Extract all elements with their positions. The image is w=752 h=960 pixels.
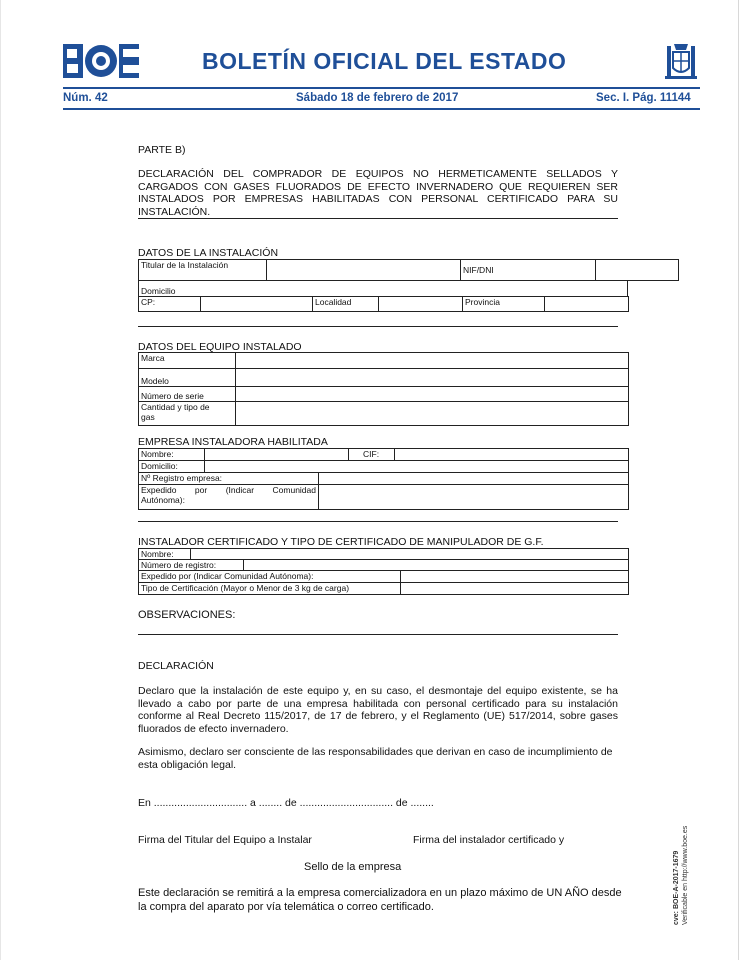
company-issued-label [139,485,319,510]
company-issued-label-line: Autónoma): [141,495,185,505]
domicilio-label: Domicilio [141,286,176,296]
nif-field[interactable] [596,260,679,281]
marca-field[interactable] [236,353,629,369]
installer-issued-field[interactable] [401,571,629,583]
company-issued-label-line: Expedido por (Indicar Comunidad [141,485,316,495]
company-table-3 [138,472,629,510]
header-rule-top [63,87,700,89]
gas-label-line: Cantidad y tipo de [141,402,210,412]
company-name-field[interactable] [205,449,349,461]
serie-label: Número de serie [139,387,236,402]
titular-field[interactable] [267,260,461,281]
company-address-field[interactable] [205,461,629,473]
header-title: BOLETÍN OFICIAL DEL ESTADO [202,48,567,74]
header-rule-bottom [63,108,700,110]
cif-field[interactable] [395,449,629,461]
section-page: Sec. I. Pág. 11144 [596,92,691,104]
coat-of-arms-icon [664,40,698,82]
cert-type-label: Tipo de Certificación (Mayor o Menor de 3 kg de carga) [139,583,401,595]
company-name-label: Nombre: [139,449,205,461]
section-rule [138,521,618,522]
page-left-edge [0,0,1,960]
company-registry-field[interactable] [319,473,629,485]
nif-label: NIF/DNI [461,260,596,281]
installation-table-address [138,280,628,297]
installation-section-title: DATOS DE LA INSTALACIÓN [138,247,279,259]
installer-table-3 [138,570,629,595]
company-issued-field[interactable] [319,485,629,510]
domicilio-row[interactable] [139,281,628,297]
provincia-label: Provincia [463,297,545,312]
serie-field[interactable] [236,387,629,402]
verification-url: Verificable en http://www.boe.es [682,825,689,925]
place-date-line: En ................................ a ........ de ................................ de ........ [138,797,434,809]
localidad-label: Localidad [313,297,379,312]
boe-logo [63,44,139,78]
declaration-paragraph-1: Declaro que la instalación de este equipo y, en su caso, el desmontaje del equipo existente, se ha llevado a cabo por parte de una empresa habilitada con personal certificado para su instalación conforme al Real Decreto 115/2017, de 17 de febrero, y el Reglamento (UE) 517/2014, sobre gases fluorados de efecto invernadero. [138,685,618,735]
observations-label: OBSERVACIONES: [138,609,236,621]
observations-rule [138,634,618,635]
modelo-label: Modelo [139,369,236,387]
footer-note: Este declaración se remitirá a la empresa comercializadora en un plazo máximo de UN AÑO desde la compra del aparato por vía telemática o correo certificado. [138,887,622,913]
installer-name-label: Nombre: [139,549,191,560]
part-label: PARTE B) [138,144,186,156]
localidad-field[interactable] [379,297,463,312]
issue-number: Núm. 42 [63,92,108,104]
owner-signature-label: Firma del Titular del Equipo a Instalar [138,834,312,846]
company-address-label: Domicilio: [139,461,205,473]
declaration-title: DECLARACIÓN [138,660,214,672]
page-right-edge [738,0,739,960]
cve-code: cve: BOE-A-2017-1679 [673,850,680,925]
main-title [138,168,618,218]
main-title-line: CARGADOS CON GASES FLUORADOS DE EFECTO INVERNADERO QUE REQUIEREN SER [138,180,618,193]
installer-issued-label: Expedido por (Indicar Comunidad Autónoma): [139,571,401,583]
installer-section-title: INSTALADOR CERTIFICADO Y TIPO DE CERTIFICADO DE MANIPULADOR DE G.F. [138,536,544,548]
marca-label: Marca [139,353,236,369]
verification-side-text [672,826,690,925]
titular-label: Titular de la Instalación [139,260,267,281]
main-title-line: DECLARACIÓN DEL COMPRADOR DE EQUIPOS NO HERMETICAMENTE SELLADOS Y [138,168,618,180]
gas-label-line: gas [141,412,155,422]
main-title-line: INSTALADOS POR EMPRESAS HABILITADAS CON PERSONAL CERTIFICADO PARA SU [138,193,618,205]
cert-type-field[interactable] [401,583,629,595]
installer-registry-label: Número de registro: [139,560,244,571]
cif-label: CIF: [349,449,395,461]
cp-label: CP: [139,297,201,312]
company-seal-label: Sello de la empresa [304,861,402,873]
equipment-table [138,352,629,426]
provincia-field[interactable] [545,297,629,312]
installer-name-field[interactable] [191,549,629,560]
installation-table-location [138,296,629,312]
title-rule [138,218,618,219]
installer-signature-label: Firma del instalador certificado y [413,834,565,846]
company-registry-label: Nº Registro empresa: [139,473,319,485]
main-title-line: INSTALACIÓN. [138,205,211,218]
section-rule [138,326,618,327]
gas-label [139,402,236,426]
issue-date: Sábado 18 de febrero de 2017 [296,92,459,104]
installation-table [138,259,679,281]
modelo-field[interactable] [236,369,629,387]
declaration-paragraph-2: Asimismo, declaro ser consciente de las responsabilidades que derivan en caso de incumplimiento de esta obligación legal. [138,746,613,771]
equipment-section-title: DATOS DEL EQUIPO INSTALADO [138,341,302,353]
installer-registry-field[interactable] [244,560,629,571]
company-section-title: EMPRESA INSTALADORA HABILITADA [138,436,328,448]
gas-field[interactable] [236,402,629,426]
cp-field[interactable] [201,297,313,312]
